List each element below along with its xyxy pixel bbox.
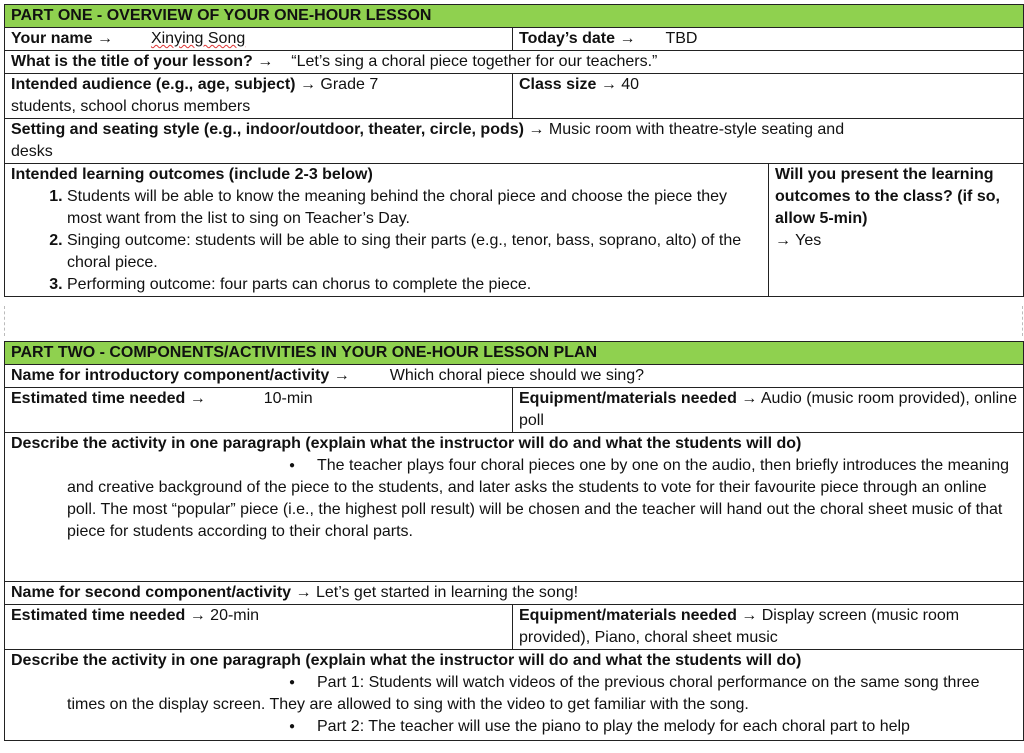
intro-name-label: Name for introductory component/activity → — [11, 367, 350, 384]
second-name-value[interactable]: Let’s get started in learning the song! — [315, 584, 579, 601]
second-equipment-value[interactable]: Display screen (music room provided), Piano, choral sheet music — [519, 607, 960, 646]
name-cell — [5, 28, 513, 51]
outcomes-label: Intended learning outcomes (include 2-3 below) — [11, 166, 373, 183]
setting-cell — [5, 119, 1024, 164]
lesson-title-cell — [5, 51, 1024, 74]
intro-name-cell — [5, 365, 1024, 388]
date-value[interactable]: TBD — [665, 30, 698, 47]
setting-value-1[interactable]: Music room with theatre-style seating and — [548, 121, 845, 138]
title-value[interactable]: “Let’s sing a choral piece together for our teachers.” — [291, 53, 658, 70]
second-time-value[interactable]: 20-min — [210, 607, 260, 624]
class-size-value[interactable]: 40 — [621, 76, 640, 93]
intro-time-label: Estimated time needed → — [11, 390, 206, 407]
second-time-label: Estimated time needed → — [11, 607, 206, 624]
intro-describe-label: Describe the activity in one paragraph (explain what the instructor will do and what the students will do) — [11, 435, 802, 452]
audience-value-2[interactable]: students, school chorus members — [11, 98, 251, 115]
audience-cell — [5, 74, 513, 119]
second-description[interactable]: ● Part 2: The teacher will use the piano to play the melody for each choral part to help — [67, 716, 1017, 738]
part-one-header: PART ONE - OVERVIEW OF YOUR ONE-HOUR LESSON — [5, 5, 1024, 28]
second-description[interactable]: ● Part 1: Students will watch videos of the previous choral performance on the same song three times on the display screen. They are allowed to sing with the video to get familiar with the song. — [67, 672, 1017, 716]
audience-label: Intended audience (e.g., age, subject) → — [11, 76, 316, 93]
second-describe-cell — [5, 650, 1024, 741]
second-time-cell — [5, 605, 513, 650]
present-label: Will you present the learning outcomes to the class? (if so, allow 5-min) — [775, 166, 1000, 227]
intro-description[interactable]: ● The teacher plays four choral pieces one by one on the audio, then briefly introduces the meaning and creative background of the piece to the students, and later asks the students to vote for their favourite piece through an online poll. The most “popular” piece (i.e., the highest poll result) will be chosen and the teacher will hand out the choral sheet music of that piece for students according to their choral parts. — [67, 455, 1017, 543]
setting-label: Setting and seating style (e.g., indoor/outdoor, theater, circle, pods) → — [11, 121, 545, 138]
intro-time-value[interactable]: 10-min — [263, 390, 313, 407]
present-value[interactable]: → Yes — [775, 232, 822, 249]
page-gap — [4, 306, 1023, 336]
outcomes-list — [11, 186, 762, 296]
second-name-label: Name for second component/activity → — [11, 584, 312, 601]
audience-value-1[interactable]: Grade 7 — [320, 76, 379, 93]
part-two-header: PART TWO - COMPONENTS/ACTIVITIES IN YOUR ONE-HOUR LESSON PLAN — [5, 342, 1024, 365]
present-cell — [769, 164, 1024, 297]
intro-equipment-label: Equipment/materials needed → — [519, 390, 758, 407]
title-label: What is the title of your lesson? → — [11, 53, 274, 70]
intro-equipment-value[interactable]: Audio (music room provided), online poll — [519, 390, 1017, 429]
second-description-list — [11, 672, 1017, 738]
second-describe-label: Describe the activity in one paragraph (explain what the instructor will do and what the students will do) — [11, 652, 802, 669]
intro-describe-cell — [5, 433, 1024, 582]
outcome-item[interactable]: 1. Students will be able to know the meaning behind the choral piece and choose the piece they most want from the list to sing on Teacher’s Day. — [67, 186, 762, 230]
setting-value-2[interactable]: desks — [11, 143, 53, 160]
intro-name-value[interactable]: Which choral piece should we sing? — [389, 367, 645, 384]
intro-equipment-cell — [513, 388, 1024, 433]
part-two-table — [4, 341, 1024, 741]
part-one-table — [4, 4, 1024, 297]
outcome-item[interactable]: 3. Performing outcome: four parts can chorus to complete the piece. — [67, 274, 762, 296]
second-equipment-cell — [513, 605, 1024, 650]
outcomes-cell — [5, 164, 769, 297]
class-size-cell — [513, 74, 1024, 119]
second-equipment-label: Equipment/materials needed → — [519, 607, 758, 624]
intro-description-list — [11, 455, 1017, 543]
date-cell — [513, 28, 1024, 51]
intro-time-cell — [5, 388, 513, 433]
date-label: Today’s date → — [519, 30, 636, 47]
name-value[interactable]: Xinying Song — [150, 30, 246, 47]
class-size-label: Class size → — [519, 76, 617, 93]
name-label: Your name → — [11, 30, 113, 47]
outcome-item[interactable]: 2. Singing outcome: students will be able to sing their parts (e.g., tenor, bass, soprano, alto) of the choral piece. — [67, 230, 762, 274]
second-name-cell — [5, 582, 1024, 605]
